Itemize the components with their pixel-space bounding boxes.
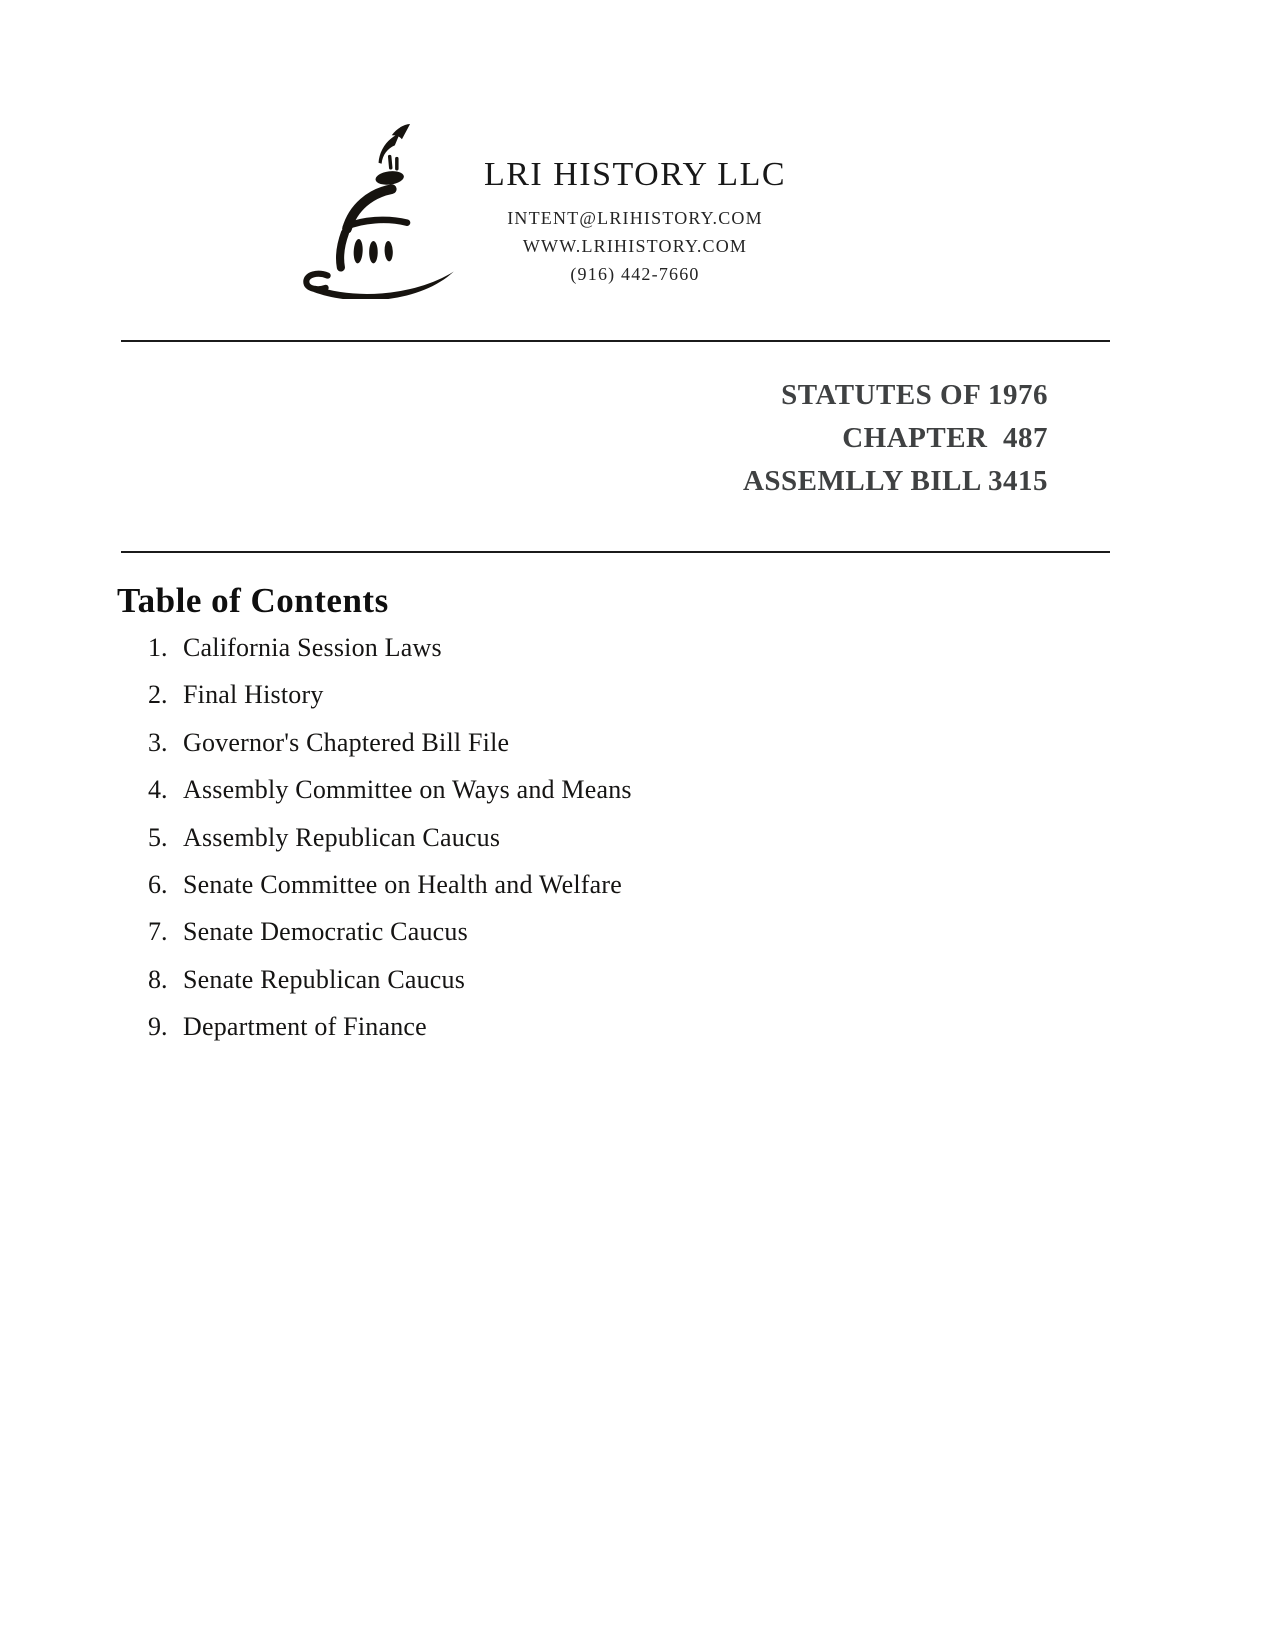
letterhead [385,155,885,288]
toc-item-label: Senate Committee on Health and Welfare [183,869,622,899]
toc-item [148,775,632,805]
toc-item [148,680,632,710]
toc-item [148,633,632,663]
toc-item-number: 6. [148,869,168,899]
toc-item-number: 5. [148,822,168,852]
chapter-line: CHAPTER 487 [842,422,1048,454]
toc-item-number: 1. [148,633,168,662]
toc-title: Table of Contents [117,581,389,620]
statutes-year-line: STATUTES OF 1976 [781,379,1048,411]
toc-item-number: 2. [148,680,168,710]
document-heading [743,374,1048,503]
toc-item-label: California Session Laws [183,633,442,662]
toc-item [148,870,632,900]
toc-item [148,917,632,947]
contact-block [385,204,885,288]
email-address: INTENT@LRIHISTORY.COM [507,208,763,228]
divider-line-bottom [121,551,1110,553]
assembly-bill-line: ASSEMLLY BILL 3415 [742,465,1048,497]
phone-number: (916) 442-7660 [570,264,700,284]
toc-item-number: 3. [148,727,168,757]
toc-item-number: 4. [148,775,168,805]
toc-item-label: Department of Finance [183,1012,427,1042]
toc-item-label: Assembly Republican Caucus [183,822,501,852]
toc-item [148,965,632,995]
website-url: WWW.LRIHISTORY.COM [522,236,748,256]
toc-item-number: 9. [148,1012,168,1042]
toc-item-number: 8. [148,964,168,994]
company-name: LRI HISTORY LLC [483,156,787,193]
toc-item [148,728,632,758]
toc-item-label: Senate Democratic Caucus [183,917,468,947]
toc-list [148,633,632,1060]
toc-item [148,823,632,853]
divider-line-top [121,340,1110,342]
toc-item-number: 7. [148,917,168,947]
toc-item-label: Assembly Committee on Ways and Means [183,775,632,805]
toc-item-label: Final History [183,680,324,710]
toc-item-label: Senate Republican Caucus [183,964,466,994]
toc-item [148,1012,632,1042]
toc-item-label: Governor's Chaptered Bill File [183,727,510,757]
